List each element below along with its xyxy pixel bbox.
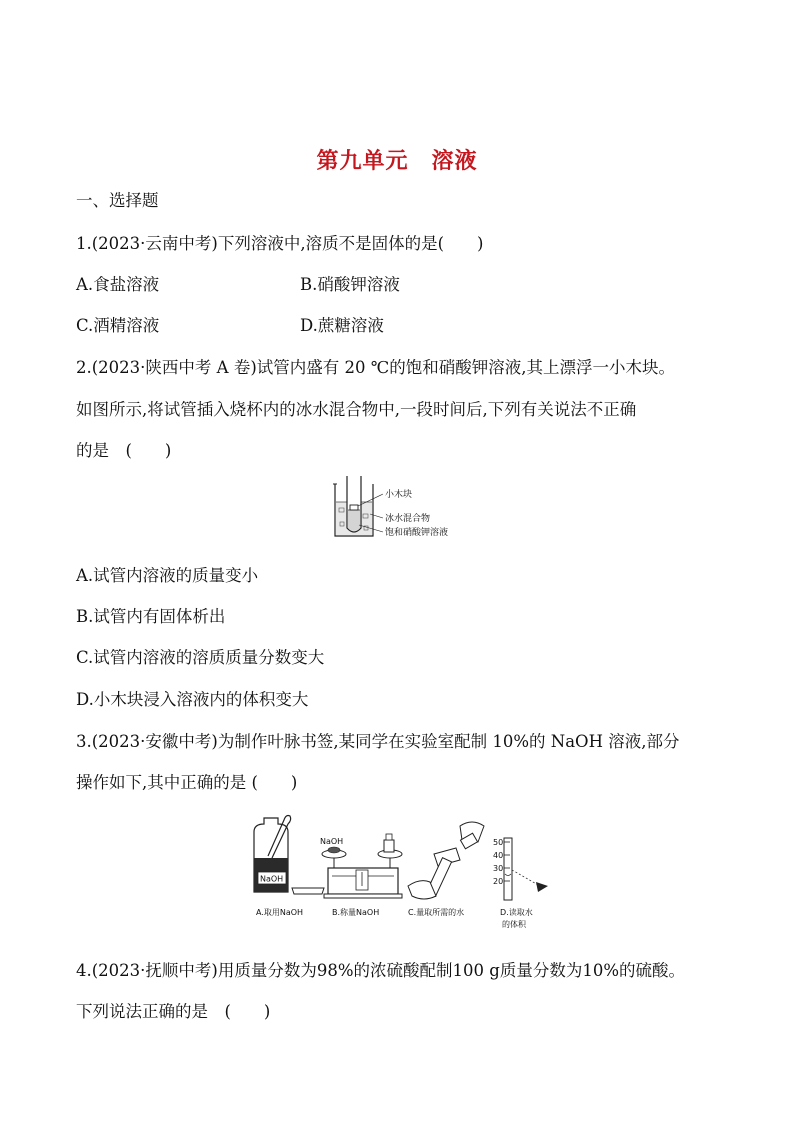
svg-text:NaOH: NaOH [260,874,284,884]
question-3-stem-line-1: 3.(2023·安徽中考)为制作叶脉书签,某同学在实验室配制 10%的 NaOH 溶液,部分 [76,732,680,751]
weighing-dish [292,888,324,894]
question-1-option-c: C.酒精溶液 [76,316,160,335]
question-2-option-d: D.小木块浸入溶液内的体积变大 [76,690,309,709]
figure-a-reagent-bottle [254,816,324,895]
question-1-stem: 1.(2023·云南中考)下列溶液中,溶质不是固体的是( ) [76,234,484,253]
question-2-option-c: C.试管内溶液的溶质质量分数变大 [76,648,325,667]
question-2-figure [325,470,485,542]
figure-label-ice-water: 冰水混合物 [385,514,431,524]
figure-c-pouring [408,822,484,899]
question-2-option-a: A.试管内溶液的质量变小 [76,566,259,585]
caption-a: A.取用NaOH [256,908,304,917]
sight-line [512,870,540,886]
svg-text:50: 50 [493,838,504,847]
question-2-option-b: B.试管内有固体析出 [76,607,226,626]
figure-label-solution: 饱和硝酸钾溶液 [385,528,449,538]
wood-block [350,505,358,510]
question-1-option-b: B.硝酸钾溶液 [300,275,400,294]
caption-c: C.量取所需的水 [408,908,465,917]
question-4-stem-line-1: 4.(2023·抚顺中考)用质量分数为98%的浓硫酸配制100 g质量分数为10%的硫酸。 [76,961,686,980]
caption-b: B.称量NaOH [332,908,380,917]
svg-text:20: 20 [493,877,504,886]
question-2-stem-line-3: 的是 ( ) [76,441,172,460]
svg-text:40: 40 [493,851,504,860]
eye-icon [536,882,548,892]
figure-b-balance [320,834,402,898]
page-title: 第九单元 溶液 [316,149,478,174]
question-3-stem-line-2: 操作如下,其中正确的是 ( ) [76,773,298,792]
caption-d-line-2: 的体积 [502,920,526,929]
question-1-option-a: A.食盐溶液 [76,275,160,294]
question-4-stem-line-2: 下列说法正确的是 ( ) [76,1002,271,1021]
question-2-stem-line-1: 2.(2023·陕西中考 A 卷)试管内盛有 20 ℃的饱和硝酸钾溶液,其上漂浮一小木块。 [76,358,675,377]
figure-label-wood-block: 小木块 [385,490,413,500]
question-2-stem-line-2: 如图所示,将试管插入烧杯内的冰水混合物中,一段时间后,下列有关说法不正确 [76,400,637,419]
svg-text:30: 30 [493,864,504,873]
question-1-option-d: D.蔗糖溶液 [300,316,384,335]
svg-text:NaOH: NaOH [320,837,344,846]
question-3-figure [248,812,558,936]
section-heading: 一、选择题 [76,191,159,210]
figure-d-cylinder [493,838,548,900]
caption-d-line-1: D.读取水 [500,908,533,917]
